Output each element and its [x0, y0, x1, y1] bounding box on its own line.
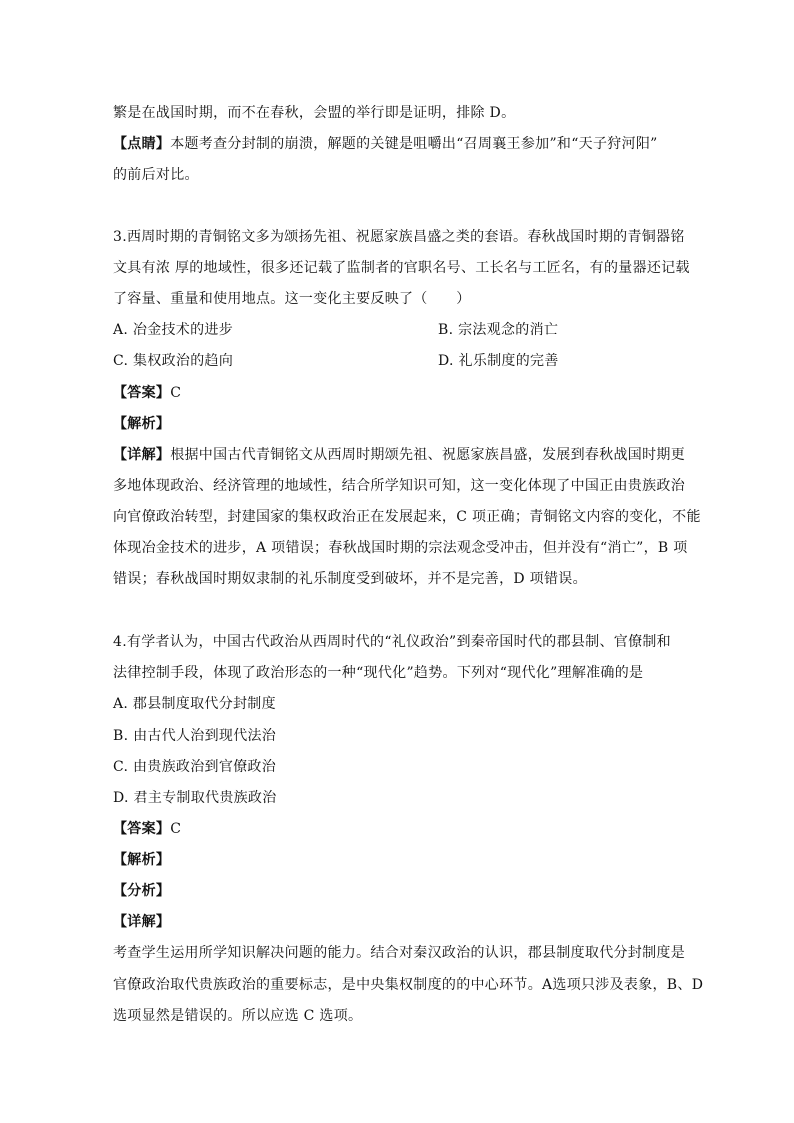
- answer-value: C: [170, 821, 182, 837]
- q3-option-d: D. 礼乐制度的完善: [438, 353, 559, 369]
- q4-detail: 考查学生运用所学知识解决问题的能力。结合对秦汉政治的认识，郡县制度取代分封制度是: [113, 945, 685, 961]
- q4-detail-cont: 选项显然是错误的。所以应选 C 选项。: [113, 1008, 363, 1024]
- q4-option-c: C. 由贵族政治到官僚政治: [113, 759, 277, 775]
- q3-detail-cont: 多地体现政治、经济管理的地域性，结合所学知识可知，这一变化体现了中国正由贵族政治: [113, 478, 685, 494]
- answer-tag: 【答案】: [113, 821, 171, 837]
- q4-fenxi-tag: 【分析】: [113, 883, 171, 899]
- q4-detail-cont: 官僚政治取代贵族政治的重要标志，是中央集权制度的的中心环节。A选项只涉及表象，B、D: [113, 977, 704, 993]
- q3-option-a: A. 冶金技术的进步: [113, 322, 234, 338]
- q3-detail-cont: 向官僚政治转型，封建国家的集权政治正在发展起来，C 项正确；青铜铭文内容的变化，不能: [113, 509, 701, 525]
- answer-value: C: [170, 385, 182, 401]
- q3-option-c: C. 集权政治的趋向: [113, 353, 234, 369]
- q4-answer: [113, 820, 683, 838]
- q4-analysis-tag: 【解析】: [113, 852, 171, 868]
- dianjing-text: 本题考查分封制的崩溃，解题的关键是咀嚼出“召周襄王参加”和“天子狩河阳”: [170, 136, 658, 152]
- q4-option-b: B. 由古代人治到现代法治: [113, 728, 277, 744]
- q3-detail-cont: 错误；春秋战国时期奴隶制的礼乐制度受到破坏，并不是完善，D 项错误。: [113, 571, 587, 587]
- q4-detail-tag: 【详解】: [113, 914, 171, 930]
- dianjing-paragraph: [113, 135, 683, 153]
- q4-stem-cont: 法律控制手段，体现了政治形态的一种“现代化”趋势。下列对“现代化”理解准确的是: [113, 665, 644, 681]
- q3-detail-cont: 体现冶金技术的进步，A 项错误；春秋战国时期的宗法观念受冲击，但并没有“消亡”，B 项: [113, 540, 688, 556]
- q4-option-d: D. 君主专制取代贵族政治: [113, 790, 277, 806]
- q4-stem: 4.有学者认为，中国古代政治从西周时代的“礼仪政治”到秦帝国时代的郡县制、官僚制和: [113, 634, 671, 650]
- q3-stem-cont: 了容量、重量和使用地点。这一变化主要反映了（ ）: [113, 291, 471, 307]
- q3-answer: [113, 384, 683, 402]
- dianjing-text-cont: 的前后对比。: [113, 167, 199, 183]
- q3-option-b: B. 宗法观念的消亡: [438, 322, 559, 338]
- detail-tag: 【详解】: [113, 447, 171, 463]
- answer-tag: 【答案】: [113, 385, 171, 401]
- q3-analysis-tag: 【解析】: [113, 416, 171, 432]
- q3-detail: [113, 446, 686, 464]
- dianjing-tag: 【点睛】: [113, 136, 171, 152]
- q3-stem-cont: 文具有浓 厚的地域性，很多还记载了监制者的官职名号、工长名与工匠名，有的量器还记载: [113, 260, 690, 276]
- detail-text: 根据中国古代青铜铭文从西周时期颂先祖、祝愿家族昌盛，发展到春秋战国时期更: [170, 447, 686, 463]
- q4-option-a: A. 郡县制度取代分封制度: [113, 696, 276, 712]
- previous-answer-continuation: 繁是在战国时期，而不在春秋，会盟的举行即是证明，排除 D。: [113, 105, 516, 121]
- q3-stem: 3.西周时期的青铜铭文多为颂扬先祖、祝愿家族昌盛之类的套语。春秋战国时期的青铜器铭: [113, 229, 685, 245]
